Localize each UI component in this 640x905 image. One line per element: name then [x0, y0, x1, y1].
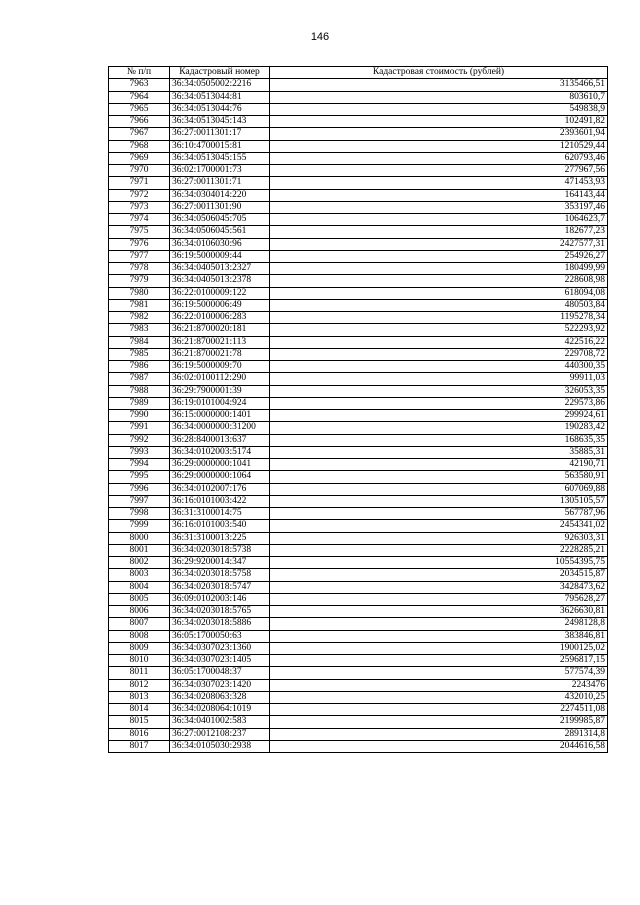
row-number-cell: 7975	[109, 226, 170, 238]
table-row	[109, 116, 608, 128]
table-row	[109, 214, 608, 226]
cadastral-value-cell: 2498128,8	[270, 618, 608, 630]
cadastral-number-cell: 36:34:0405013:2327	[170, 263, 270, 275]
cadastral-number-cell: 36:34:0513045:143	[170, 116, 270, 128]
cadastral-value-cell: 567787,96	[270, 508, 608, 520]
cadastral-number-cell: 36:27:0011301:71	[170, 177, 270, 189]
cadastral-number-cell: 36:29:7900001:39	[170, 385, 270, 397]
row-number-cell: 8016	[109, 728, 170, 740]
cadastral-value-cell: 180499,99	[270, 263, 608, 275]
cadastral-value-cell: 2274511,08	[270, 704, 608, 716]
cadastral-value-cell: 1195278,34	[270, 312, 608, 324]
cadastral-number-cell: 36:02:1700001:73	[170, 165, 270, 177]
table-row	[109, 373, 608, 385]
table-row	[109, 238, 608, 250]
cadastral-value-cell: 607069,88	[270, 483, 608, 495]
cadastral-value-cell: 618094,08	[270, 287, 608, 299]
cadastral-value-cell: 1900125,02	[270, 642, 608, 654]
cadastral-number-cell: 36:34:0000000:31200	[170, 422, 270, 434]
row-number-cell: 7983	[109, 324, 170, 336]
cadastral-number-cell: 36:27:0012108:237	[170, 728, 270, 740]
row-number-cell: 7997	[109, 495, 170, 507]
row-number-cell: 7978	[109, 263, 170, 275]
cadastral-number-cell: 36:21:8700021:78	[170, 348, 270, 360]
cadastral-number-cell: 36:34:0307023:1420	[170, 679, 270, 691]
cadastral-number-cell: 36:19:5000009:70	[170, 361, 270, 373]
cadastral-value-cell: 2044616,58	[270, 740, 608, 752]
row-number-cell: 7985	[109, 348, 170, 360]
cadastral-number-cell: 36:34:0208064:1019	[170, 704, 270, 716]
table-row	[109, 716, 608, 728]
cadastral-number-cell: 36:29:9200014:347	[170, 557, 270, 569]
row-number-cell: 7968	[109, 140, 170, 152]
row-number-cell: 7970	[109, 165, 170, 177]
cadastral-value-cell: 229573,86	[270, 397, 608, 409]
row-number-cell: 7967	[109, 128, 170, 140]
table-row	[109, 422, 608, 434]
cadastral-number-cell: 36:34:0506045:705	[170, 214, 270, 226]
cadastral-number-cell: 36:34:0106030:96	[170, 238, 270, 250]
row-number-cell: 8006	[109, 606, 170, 618]
row-number-cell: 7993	[109, 446, 170, 458]
cadastral-number-cell: 36:10:4700015:81	[170, 140, 270, 152]
cadastral-value-cell: 3428473,62	[270, 581, 608, 593]
row-number-cell: 7992	[109, 434, 170, 446]
cadastral-value-cell: 803610,7	[270, 91, 608, 103]
cadastral-value-cell: 2199985,87	[270, 716, 608, 728]
row-number-cell: 7972	[109, 189, 170, 201]
table-row	[109, 740, 608, 752]
table-row	[109, 348, 608, 360]
cadastral-number-cell: 36:19:5000009:44	[170, 250, 270, 262]
table-row	[109, 91, 608, 103]
row-number-cell: 8007	[109, 618, 170, 630]
cadastral-value-cell: 326053,35	[270, 385, 608, 397]
cadastral-number-cell: 36:31:3100014:75	[170, 508, 270, 520]
cadastral-value-cell: 2228285,21	[270, 544, 608, 556]
row-number-cell: 7998	[109, 508, 170, 520]
row-number-cell: 7963	[109, 79, 170, 91]
cadastral-number-cell: 36:02:0100112:290	[170, 373, 270, 385]
table-row	[109, 275, 608, 287]
table-row	[109, 385, 608, 397]
cadastral-value-cell: 277967,56	[270, 165, 608, 177]
table-row	[109, 508, 608, 520]
column-header-cadastral-number: Кадастровый номер	[170, 67, 270, 79]
cadastral-number-cell: 36:15:0000000:1401	[170, 410, 270, 422]
cadastral-number-cell: 36:34:0513045:155	[170, 152, 270, 164]
cadastral-number-cell: 36:34:0304014:220	[170, 189, 270, 201]
table-row	[109, 544, 608, 556]
row-number-cell: 7982	[109, 312, 170, 324]
cadastral-number-cell: 36:34:0203018:5886	[170, 618, 270, 630]
cadastral-value-cell: 422516,22	[270, 336, 608, 348]
table-row	[109, 495, 608, 507]
cadastral-value-cell: 549838,9	[270, 103, 608, 115]
cadastral-number-cell: 36:29:0000000:1041	[170, 459, 270, 471]
cadastral-number-cell: 36:34:0307023:1360	[170, 642, 270, 654]
cadastral-value-cell: 480503,84	[270, 299, 608, 311]
table-row	[109, 630, 608, 642]
table-row	[109, 691, 608, 703]
column-header-number: № п/п	[109, 67, 170, 79]
cadastral-number-cell: 36:34:0513044:76	[170, 103, 270, 115]
table-row	[109, 679, 608, 691]
row-number-cell: 8014	[109, 704, 170, 716]
table-row	[109, 189, 608, 201]
cadastral-number-cell: 36:29:0000000:1064	[170, 471, 270, 483]
page-number: 146	[310, 31, 330, 43]
row-number-cell: 7966	[109, 116, 170, 128]
table-row	[109, 324, 608, 336]
row-number-cell: 8015	[109, 716, 170, 728]
cadastral-number-cell: 36:09:0102003:146	[170, 593, 270, 605]
cadastral-value-cell: 3626630,81	[270, 606, 608, 618]
cadastral-number-cell: 36:28:8400013:637	[170, 434, 270, 446]
table-row	[109, 728, 608, 740]
row-number-cell: 7994	[109, 459, 170, 471]
cadastral-number-cell: 36:16:0101003:422	[170, 495, 270, 507]
cadastral-value-cell: 522293,92	[270, 324, 608, 336]
row-number-cell: 7990	[109, 410, 170, 422]
row-number-cell: 7996	[109, 483, 170, 495]
cadastral-value-cell: 2427577,31	[270, 238, 608, 250]
cadastral-value-cell: 164143,44	[270, 189, 608, 201]
cadastral-value-cell: 2034515,87	[270, 569, 608, 581]
cadastral-value-cell: 99911,03	[270, 373, 608, 385]
cadastral-value-cell: 3135466,51	[270, 79, 608, 91]
cadastral-number-cell: 36:22:0100009:122	[170, 287, 270, 299]
cadastral-number-cell: 36:34:0307023:1405	[170, 655, 270, 667]
table-row	[109, 287, 608, 299]
table-row	[109, 226, 608, 238]
cadastral-number-cell: 36:16:0101003:540	[170, 520, 270, 532]
cadastral-number-cell: 36:27:0011301:90	[170, 201, 270, 213]
cadastral-value-cell: 432010,25	[270, 691, 608, 703]
table-row	[109, 263, 608, 275]
row-number-cell: 7988	[109, 385, 170, 397]
row-number-cell: 8012	[109, 679, 170, 691]
table-row	[109, 520, 608, 532]
cadastral-number-cell: 36:34:0203018:5758	[170, 569, 270, 581]
row-number-cell: 7974	[109, 214, 170, 226]
table-row	[109, 201, 608, 213]
cadastral-value-cell: 383846,81	[270, 630, 608, 642]
cadastral-value-cell: 299924,61	[270, 410, 608, 422]
cadastral-value-cell: 471453,93	[270, 177, 608, 189]
row-number-cell: 8013	[109, 691, 170, 703]
row-number-cell: 7979	[109, 275, 170, 287]
row-number-cell: 7969	[109, 152, 170, 164]
row-number-cell: 7984	[109, 336, 170, 348]
row-number-cell: 8001	[109, 544, 170, 556]
cadastral-value-cell: 182677,23	[270, 226, 608, 238]
row-number-cell: 7971	[109, 177, 170, 189]
table-row	[109, 483, 608, 495]
row-number-cell: 7986	[109, 361, 170, 373]
cadastral-value-cell: 2243476	[270, 679, 608, 691]
cadastral-number-cell: 36:34:0506045:561	[170, 226, 270, 238]
cadastral-value-cell: 10554395,75	[270, 557, 608, 569]
cadastral-value-cell: 2393601,94	[270, 128, 608, 140]
table-row	[109, 642, 608, 654]
table-row	[109, 667, 608, 679]
cadastral-value-cell: 228608,98	[270, 275, 608, 287]
cadastral-value-cell: 42190,71	[270, 459, 608, 471]
cadastral-value-cell: 1210529,44	[270, 140, 608, 152]
row-number-cell: 8003	[109, 569, 170, 581]
table-row	[109, 165, 608, 177]
table-row	[109, 471, 608, 483]
cadastral-value-cell: 1305105,57	[270, 495, 608, 507]
table-row	[109, 655, 608, 667]
row-number-cell: 8002	[109, 557, 170, 569]
table-row	[109, 361, 608, 373]
row-number-cell: 7989	[109, 397, 170, 409]
row-number-cell: 8010	[109, 655, 170, 667]
table-row	[109, 177, 608, 189]
cadastral-number-cell: 36:21:8700020:181	[170, 324, 270, 336]
cadastral-value-cell: 926303,31	[270, 532, 608, 544]
row-number-cell: 8005	[109, 593, 170, 605]
table-row	[109, 103, 608, 115]
row-number-cell: 8009	[109, 642, 170, 654]
cadastral-number-cell: 36:34:0203018:5747	[170, 581, 270, 593]
table-row	[109, 299, 608, 311]
cadastral-number-cell: 36:34:0102007:176	[170, 483, 270, 495]
cadastral-number-cell: 36:19:0101004:924	[170, 397, 270, 409]
row-number-cell: 7973	[109, 201, 170, 213]
cadastral-value-cell: 2454341,02	[270, 520, 608, 532]
table-row	[109, 434, 608, 446]
cadastral-number-cell: 36:34:0505002:2216	[170, 79, 270, 91]
row-number-cell: 7987	[109, 373, 170, 385]
table-row	[109, 593, 608, 605]
cadastral-value-cell: 190283,42	[270, 422, 608, 434]
table-row	[109, 128, 608, 140]
row-number-cell: 7991	[109, 422, 170, 434]
table-row	[109, 79, 608, 91]
row-number-cell: 8017	[109, 740, 170, 752]
table-row	[109, 606, 608, 618]
table-row	[109, 557, 608, 569]
cadastral-number-cell: 36:21:8700021:113	[170, 336, 270, 348]
row-number-cell: 7977	[109, 250, 170, 262]
cadastral-number-cell: 36:05:1700050:63	[170, 630, 270, 642]
cadastral-number-cell: 36:22:0100006:283	[170, 312, 270, 324]
table-row	[109, 140, 608, 152]
cadastral-value-table	[108, 66, 608, 753]
cadastral-value-cell: 229708,72	[270, 348, 608, 360]
cadastral-value-cell: 35885,31	[270, 446, 608, 458]
cadastral-value-cell: 795628,27	[270, 593, 608, 605]
cadastral-value-cell: 1064623,7	[270, 214, 608, 226]
table-row	[109, 397, 608, 409]
cadastral-value-cell: 254926,27	[270, 250, 608, 262]
table-row	[109, 704, 608, 716]
row-number-cell: 7980	[109, 287, 170, 299]
row-number-cell: 8004	[109, 581, 170, 593]
cadastral-number-cell: 36:31:3100013:225	[170, 532, 270, 544]
table-row	[109, 410, 608, 422]
cadastral-number-cell: 36:34:0102003:5174	[170, 446, 270, 458]
cadastral-value-cell: 2596817,15	[270, 655, 608, 667]
table-row	[109, 152, 608, 164]
row-number-cell: 7965	[109, 103, 170, 115]
cadastral-value-cell: 168635,35	[270, 434, 608, 446]
table-row	[109, 312, 608, 324]
cadastral-value-cell: 620793,46	[270, 152, 608, 164]
cadastral-value-cell: 2891314,8	[270, 728, 608, 740]
row-number-cell: 7976	[109, 238, 170, 250]
cadastral-number-cell: 36:34:0203018:5765	[170, 606, 270, 618]
row-number-cell: 7999	[109, 520, 170, 532]
cadastral-value-cell: 102491,82	[270, 116, 608, 128]
cadastral-value-cell: 563580,91	[270, 471, 608, 483]
cadastral-number-cell: 36:05:1700048:37	[170, 667, 270, 679]
row-number-cell: 8000	[109, 532, 170, 544]
table-row	[109, 581, 608, 593]
table-row	[109, 250, 608, 262]
row-number-cell: 7995	[109, 471, 170, 483]
column-header-cadastral-value: Кадастровая стоимость (рублей)	[270, 67, 608, 79]
row-number-cell: 7964	[109, 91, 170, 103]
cadastral-number-cell: 36:34:0401002:583	[170, 716, 270, 728]
cadastral-value-cell: 577574,39	[270, 667, 608, 679]
row-number-cell: 8008	[109, 630, 170, 642]
cadastral-number-cell: 36:34:0203018:5738	[170, 544, 270, 556]
cadastral-number-cell: 36:34:0405013:2378	[170, 275, 270, 287]
cadastral-value-cell: 353197,46	[270, 201, 608, 213]
row-number-cell: 7981	[109, 299, 170, 311]
table-row	[109, 618, 608, 630]
table-row	[109, 569, 608, 581]
row-number-cell: 8011	[109, 667, 170, 679]
table-row	[109, 446, 608, 458]
cadastral-number-cell: 36:27:0011301:17	[170, 128, 270, 140]
table-header-row	[109, 67, 608, 79]
cadastral-number-cell: 36:34:0208063:328	[170, 691, 270, 703]
table-row	[109, 336, 608, 348]
table-row	[109, 459, 608, 471]
table-row	[109, 532, 608, 544]
cadastral-number-cell: 36:19:5000006:49	[170, 299, 270, 311]
cadastral-number-cell: 36:34:0105030:2938	[170, 740, 270, 752]
cadastral-number-cell: 36:34:0513044:81	[170, 91, 270, 103]
table-body	[109, 79, 608, 753]
cadastral-value-cell: 440300,35	[270, 361, 608, 373]
